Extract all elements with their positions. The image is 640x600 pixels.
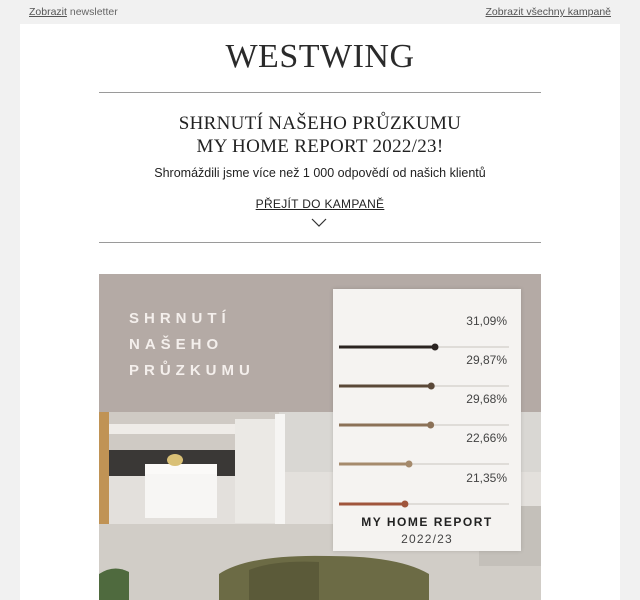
divider-top xyxy=(99,92,541,93)
divider-bottom xyxy=(99,242,541,243)
bar-value-label: 22,66% xyxy=(466,431,507,445)
stats-bars xyxy=(333,289,521,509)
heading-line-1: SHRNUTÍ NAŠEHO PRŮZKUMU xyxy=(178,113,462,134)
bar-knob xyxy=(427,422,434,429)
top-links-bar xyxy=(0,0,640,24)
email-body xyxy=(20,24,620,600)
bar-knob xyxy=(405,461,412,468)
hero-banner[interactable] xyxy=(99,274,541,600)
report-year: 2022/23 xyxy=(401,532,453,546)
go-to-campaign-link[interactable]: PŘEJÍT DO KAMPANĚ xyxy=(255,197,385,211)
heading-line-2: MY HOME REPORT 2022/23! xyxy=(196,136,444,157)
campaign-heading xyxy=(20,112,620,158)
bar-value-label: 29,87% xyxy=(466,353,507,367)
bar-knob xyxy=(428,383,435,390)
hero-title-line: SHRNUTÍ xyxy=(129,310,231,327)
hero-title-line: PRŮZKUMU xyxy=(129,362,255,379)
view-newsletter xyxy=(29,6,118,18)
bar-knob xyxy=(432,344,439,351)
bar-value-label: 29,68% xyxy=(466,392,507,406)
bar-knob xyxy=(401,501,408,508)
campaign-cta xyxy=(20,197,620,211)
westwing-logo[interactable]: WESTWING xyxy=(225,38,415,75)
report-card xyxy=(333,289,521,551)
bar-value-label: 21,35% xyxy=(466,471,507,485)
newsletter-text: newsletter xyxy=(69,6,118,18)
view-newsletter-link[interactable]: Zobrazit xyxy=(29,6,67,18)
hero-title-line: NAŠEHO xyxy=(129,336,224,353)
report-title: MY HOME REPORT xyxy=(361,515,493,529)
chevron-down-icon[interactable] xyxy=(311,218,327,228)
bar-value-label: 31,09% xyxy=(466,314,507,328)
campaign-subheading: Shromáždili jsme více než 1 000 odpovědí od našich klientů xyxy=(154,166,486,180)
all-campaigns-link[interactable]: Zobrazit všechny kampaně xyxy=(485,6,611,18)
hero-title xyxy=(129,306,255,384)
